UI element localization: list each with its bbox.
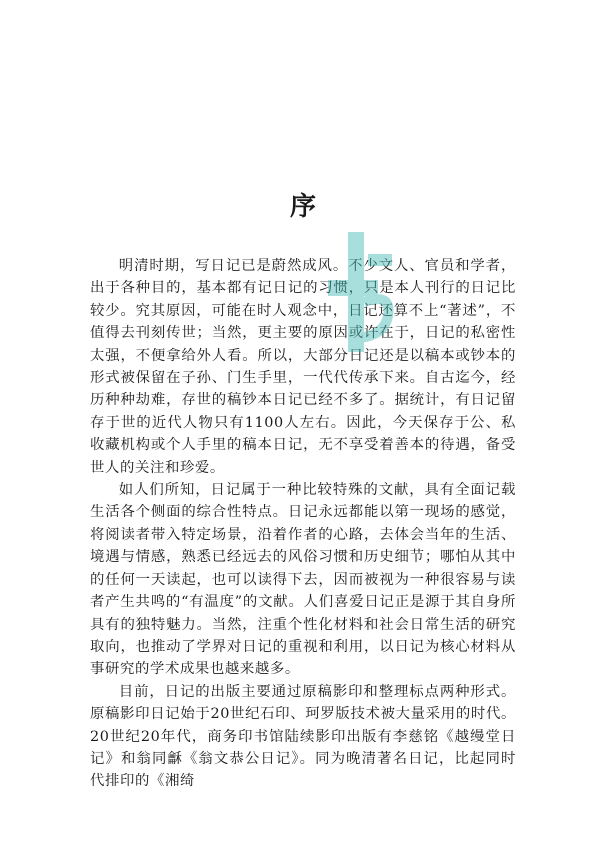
page-title: 序 xyxy=(289,192,316,223)
paragraph-3: 目前，日记的出版主要通过原稿影印和整理标点两种形式。原稿影印日记始于20世纪石印、珂罗版技术被大量采用的时代。20世纪20年代，商务印书馆陆续影印出版有李慈铭《越缦堂日记》和翁同龢《翁文恭公日记》。同为晚清著名日记，比起同时代排印的《湘绮 xyxy=(90,683,516,790)
body-text xyxy=(90,255,516,793)
paragraph-2: 如人们所知，日记属于一种比较特殊的文献，具有全面记载生活各个侧面的综合性特点。日记永远都能以第一现场的感觉，将阅读者带入特定场景，沿着作者的心路，去体会当年的生活、境遇与情感，熟悉已经远去的风俗习惯和历史细节；哪怕从其中的任何一天读起，也可以读得下去，因而被视为一种很容易与读者产生共鸣的“有温度”的文献。人们喜爱日记正是源于其自身所具有的独特魅力。当然，注重个性化材料和社会日常生活的研究取向，也推动了学界对日记的重视和利用，以日记为核心材料从事研究的学术成果也越来越多。 xyxy=(90,482,516,678)
paragraph-1: 明清时期，写日记已是蔚然成风。不少文人、官员和学者，出于各种目的，基本都有记日记的习惯，只是本人刊行的日记比较少。究其原因，可能在时人观念中，日记还算不上“著述”，不值得去刊刻传世；当然，更主要的原因或许在于，日记的私密性太强，不便拿给外人看。所以，大部分日记还是以稿本或钞本的形式被保留在子孙、门生手里，一代代传承下来。自古迄今，经历种种劫难，存世的稿钞本日记已经不多了。据统计，有日记留存于世的近代人物只有1100人左右。因此，今天保存于公、私收藏机构或个人手里的稿本日记，无不享受着善本的待遇，备受世人的关注和珍爱。 xyxy=(90,258,516,476)
